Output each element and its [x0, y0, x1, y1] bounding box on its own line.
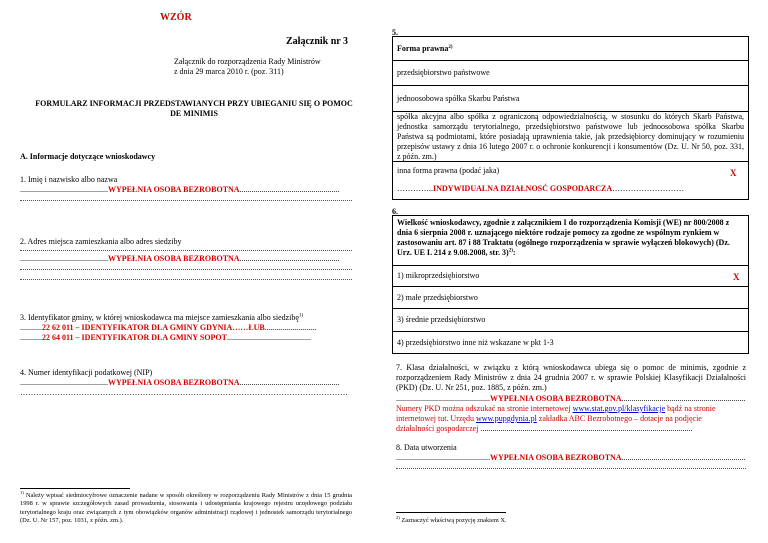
- s7-info1b: bądź na stronie: [665, 404, 716, 413]
- q3-field-1[interactable]: [20, 323, 317, 333]
- s6-option-2[interactable]: 2) małe przedsiębiorstwo: [392, 287, 749, 309]
- section-5-title: Forma prawna: [397, 43, 449, 53]
- s7-info3-suffix: ..........................................................................................................: [478, 424, 693, 433]
- s8-suffix: ..............................................................: [621, 453, 746, 462]
- s7-info-line1: [396, 404, 716, 414]
- s7-info2b: zakładka ABC Bezrobotnego – dotacje na podjęcie: [536, 414, 702, 423]
- q2-prefix: ............................................: [20, 254, 108, 263]
- s8-field[interactable]: [396, 453, 746, 463]
- section-6-title: Wielkość wnioskodawcy, zgodnie z załącznikiem I do rozporządzenia Komisji (WE) nr 800/2008 z dnia 6 sierpnia 2008 r. uznającego niektóre rodzaje pomocy za zgodne ze wspólnym rynkiem w zastosowaniu art. 87 i 88 Traktatu (ogólnego rozporządzenia w sprawie wyłączeń blokowych) (Dz. Urz. UE L 214 z 9.08.2008, str. 3): [397, 218, 730, 257]
- q1-label: 1. Imię i nazwisko albo nazwa: [20, 175, 118, 184]
- s5-selected-mark: X: [730, 168, 737, 178]
- s8-prefix: ...............................................: [396, 453, 490, 462]
- form-title-line1: FORMULARZ INFORMACJI PRZEDSTAWIANYCH PRZY UBIEGANIU SIĘ O POMOC: [35, 99, 353, 108]
- section-8-label: 8. Data utworzenia: [396, 443, 457, 452]
- stat-gov-link[interactable]: www.stat.gov.pl/klasyfikacje: [572, 404, 666, 413]
- s5-option-3[interactable]: [392, 112, 749, 162]
- q4-label: 4. Numer identyfikacji podatkowej (NIP): [20, 368, 153, 377]
- footnote-1: [20, 490, 352, 525]
- section-5-footnote-ref: 2): [448, 45, 453, 51]
- footnote-2-text: Zaznaczyć właściwą pozycję znakiem X.: [399, 517, 507, 525]
- section-6-title-end: :: [512, 248, 516, 257]
- q3-gdynia-id: 22 62 011 – IDENTYFIKATOR DLA GMINY GDYNIA……ŁUB: [42, 323, 265, 332]
- s7-info1: Numery PKD można odszukać na stronie internetowej: [396, 404, 573, 413]
- q1-field[interactable]: [20, 185, 340, 195]
- s7-info-line2: [396, 414, 702, 424]
- s5-option-3-text: spółka akcyjna albo spółka z ograniczoną odpowiedzialnością, w stosunku do których Skarb Państwa, jednostka samorządu terytorialnego, przedsiębiorstwo państwowe lub jednoosobowa spółka Skarbu Państwa są podmiotami, które posiadają uprawnienia takie, jak przedsiębiorcy dominujący w rozumieniu przepisów ustawy z dnia 16 lutego 2007 r. o ochronie konkurencji i konsumentów (Dz. U. Nr 50, poz. 331, z późn. zm.): [397, 111, 744, 161]
- q1-line: [20, 200, 352, 201]
- s7-suffix: ..............................................................: [621, 394, 746, 403]
- form-title-line2: DE MINIMIS: [170, 109, 218, 118]
- footnote-2: [396, 515, 507, 525]
- section-6-number: 6.: [392, 207, 398, 216]
- section-5-number: 5.: [392, 28, 398, 37]
- s5-option-4-label: inna forma prawna (podać jaka): [397, 166, 500, 175]
- q4-prefix: ............................................: [20, 378, 108, 387]
- s8-line: [396, 468, 746, 469]
- s5-opt4-prefix: …………..: [397, 184, 433, 193]
- section-6-header: [392, 215, 749, 265]
- s7-info2: internetowej tut. Urzędu: [396, 414, 476, 423]
- q2-suffix: ..................................................: [239, 254, 340, 263]
- q3-field-2[interactable]: [20, 333, 311, 343]
- s6-option-3[interactable]: 3) średnie przedsiębiorstwo: [392, 309, 749, 332]
- q1-prefix: ............................................: [20, 185, 108, 194]
- q3-1-suffix: ..........................: [264, 323, 317, 332]
- wzor-label: WZÓR: [160, 12, 192, 23]
- s7-field[interactable]: [396, 394, 746, 404]
- section-a-heading: A. Informacje dotyczące wnioskodawcy: [20, 152, 156, 161]
- q2-line-1: [20, 250, 352, 251]
- q1-value: WYPEŁNIA OSOBA BEZROBOTNA: [108, 185, 240, 194]
- q4-value: WYPEŁNIA OSOBA BEZROBOTNA: [108, 378, 240, 387]
- q3-2-prefix: ...........: [20, 333, 42, 342]
- s7-info-line3: [396, 424, 746, 434]
- s6-selected-mark: X: [733, 272, 740, 282]
- q3-footnote-ref: 1): [298, 313, 304, 319]
- s6-option-1[interactable]: 1) mikroprzedsiębiorstwo: [392, 265, 749, 287]
- q1-suffix: ..................................................: [239, 185, 340, 194]
- q4-suffix: ..................................................: [239, 378, 340, 387]
- q4-field[interactable]: [20, 378, 340, 388]
- q3-label: [20, 313, 303, 323]
- q3-sopot-id: 22 64 011 – IDENTYFIKATOR DLA GMINY SOPOT: [42, 333, 227, 342]
- regulation-ref-1: Załącznik do rozporządzenia Rady Ministrów: [174, 57, 321, 66]
- s5-option-1[interactable]: przedsiębiorstwo państwowe: [392, 60, 749, 86]
- s6-option-4[interactable]: 4) przedsiębiorstwo inne niż wskazane w pkt 1-3: [392, 332, 749, 354]
- section-7-text: 7. Klasa działalności, w związku z którą wnioskodawca ubiega się o pomoc de minimis, zgodnie z rozporządzeniem Rady Ministrów z dnia 24 grudnia 2007 r. w sprawie Polskiej Klasyfikacji Działalności (PKD) (Dz. U. Nr 251, poz. 1885, z późn. zm.): [396, 363, 746, 392]
- footnote-separator-right: [396, 512, 506, 513]
- pupgdynia-link[interactable]: www.pupgdynia.pl: [475, 414, 537, 423]
- s7-info3: działalności gospodarczej: [396, 424, 479, 433]
- s5-opt4-suffix: ………………………: [612, 184, 685, 193]
- regulation-ref-2: z dnia 29 marca 2010 r. (poz. 311): [174, 67, 284, 76]
- s7-value: WYPEŁNIA OSOBA BEZROBOTNA: [490, 394, 622, 403]
- q3-2-suffix: ..........................................: [226, 333, 311, 342]
- footnote-2-num: 2): [396, 515, 400, 520]
- s7-prefix: ...............................................: [396, 394, 490, 403]
- s5-option-2[interactable]: jednoosobowa spółka Skarbu Państwa: [392, 86, 749, 112]
- q2-line-3: [20, 279, 352, 280]
- footnote-1-text: Należy wpisać siedmiocyfrowe oznaczenie nadane w sposób określony w rozporządzeniu Rady Ministrów z dnia 15 grudnia 1998 r. w sprawie szczegółowych zasad prowadzenia, stosowania i udostępniania krajowego rejestru urzędowego podziału terytorialnego kraju oraz związanych z tym obowiązków organów administracji rządowej i jednostek samorządu terytorialnego (Dz. U. Nr 157, poz. 1031, z późn. zm.).: [20, 492, 352, 525]
- footnote-separator-left: [20, 488, 130, 489]
- s5-opt4-value: INDYWIDUALNA DZIAŁNOSĆ GOSPODARCZA: [433, 184, 613, 193]
- section-6-footnote-ref: 2): [508, 248, 513, 254]
- footnote-1-num: 1): [20, 490, 24, 495]
- q3-label-text: 3. Identyfikator gminy, w której wnioskodawca ma miejsce zamieszkania albo siedzibę: [20, 313, 299, 322]
- q2-field[interactable]: [20, 254, 340, 264]
- q4-line-2: ……………………………………………………………………………………………………………: [20, 388, 348, 397]
- q2-line-2: [20, 269, 352, 270]
- s5-option-4[interactable]: [392, 162, 749, 200]
- q2-value: WYPEŁNIA OSOBA BEZROBOTNA: [108, 254, 240, 263]
- q3-1-prefix: ...........: [20, 323, 42, 332]
- section-5-header: [392, 36, 749, 60]
- q2-label: 2. Adres miejsca zamieszkania albo adres siedziby: [20, 237, 182, 246]
- s5-option-4-field: [397, 184, 744, 194]
- attachment-title: Załącznik nr 3: [286, 36, 349, 47]
- s8-value: WYPEŁNIA OSOBA BEZROBOTNA: [490, 453, 622, 462]
